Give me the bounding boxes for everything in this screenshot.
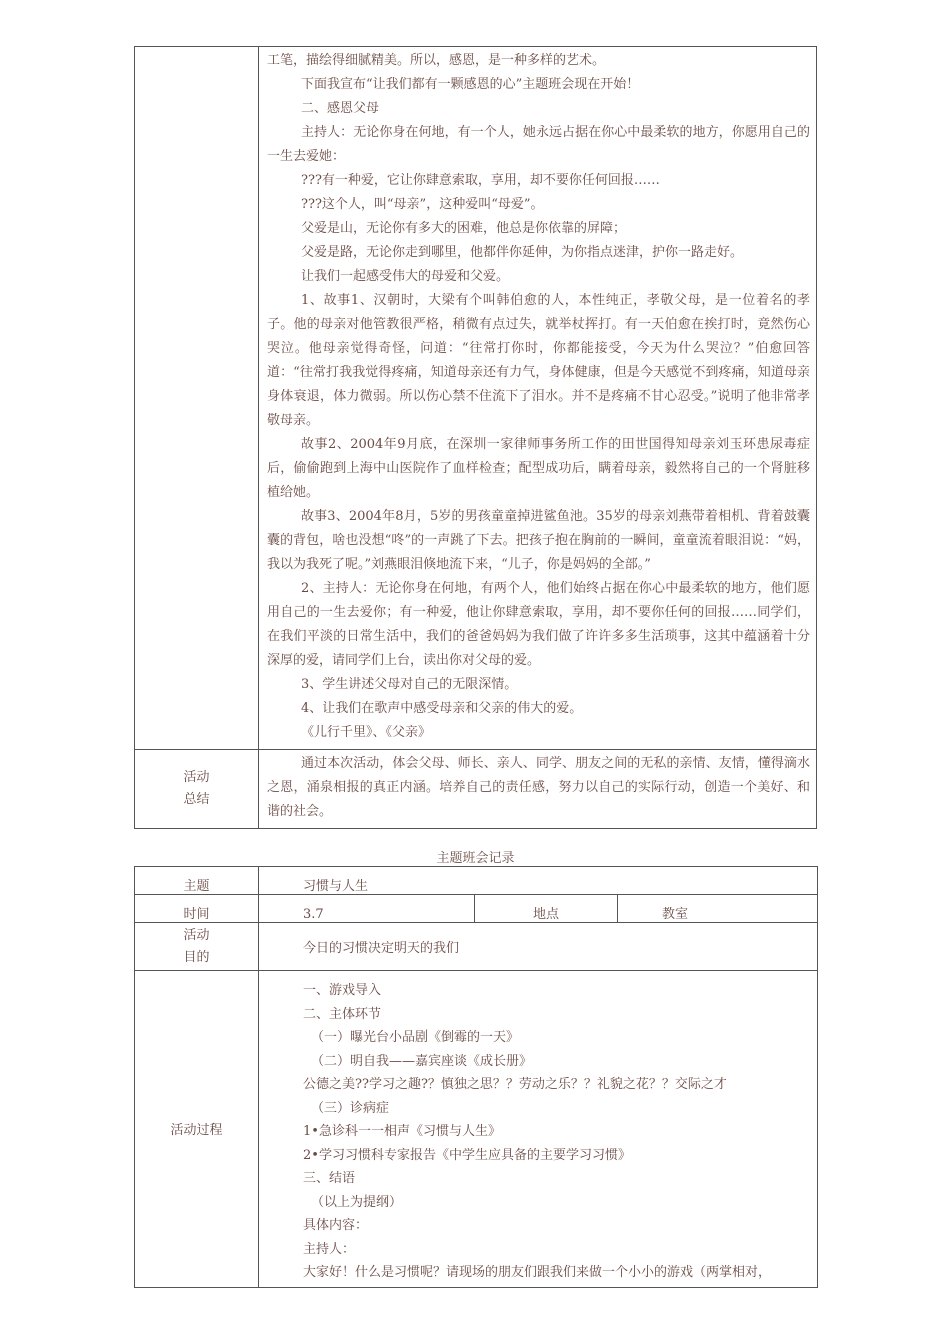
process-content-cell [259,47,817,750]
paragraph: 主持人： [303,1241,356,1257]
paragraph: 下面我宣布“让我们都有一颗感恩的心”主题班会现在开始！ [301,77,640,92]
paragraph: 大家好！什么是习惯呢？请现场的朋友们跟我们来做一个小小的游戏（两掌相对， [303,1265,772,1280]
paragraph: 具体内容： [303,1218,369,1233]
purpose-value: 今日的习惯决定明天的我们 [259,923,818,971]
record-process-cell [259,971,818,1288]
paragraph: 公德之美??学习之趣?？慎独之思？？劳动之乐？？礼貌之花？？交际之才 [303,1077,727,1092]
paragraph: 2•学习习惯科专家报告《中学生应具备的主要学习习惯》 [303,1147,631,1163]
paragraph: ???这个人，叫“母亲”，这种爱叫“母爱”。 [301,197,544,212]
paragraph: 3、学生讲述父母对自己的无限深情。 [301,677,518,692]
paragraph: 2、主持人：无论你身在何地，有两个人，他们始终占据在你心中最柔软的地方，他们愿用自己的一生去爱你；有一种爱，他让你肆意索取，享用，却不要你任何的回报……同学们，在我们平淡的日常生活中，我们的爸爸妈妈为我们做了许许多多生活琐事，这其中蕴涵着十分深厚的爱，请同学们上台，读出你对父母的爱。 [267,581,810,668]
paragraph: 一、游戏导入 [303,983,382,998]
purpose-label-line-1: 活动 [183,927,210,943]
paragraph: 三、结语 [303,1171,356,1186]
paragraph: （三）诊病症 [311,1100,390,1116]
paragraph: （二）明自我——嘉宾座谈《成长册》 [311,1053,533,1069]
record-process-content [303,979,811,1285]
purpose-label-cell [135,923,259,971]
paragraph: 主持人：无论你身在何地，有一个人，她永远占据在你心中最柔软的地方，你愿用自己的一生去爱她： [267,125,810,164]
summary-text: 通过本次活动，体会父母、师长、亲人、同学、朋友之间的无私的亲情、友情，懂得滴水之恩，涌泉相报的真正内涵。培养自己的责任感，努力以自己的实际行动，创造一个美好、和谐的社会。 [267,756,810,819]
theme-value: 习惯与人生 [259,867,818,895]
record-table [134,866,818,1288]
paragraph: 《儿行千里》、《父亲》 [301,725,432,740]
process-label-cell-empty [135,47,259,750]
summary-label-cell [135,750,259,829]
record-title: 主题班会记录 [436,851,515,866]
place-label: 地点 [475,895,618,923]
paragraph: 父爱是路，无论你走到哪里，他都伴你延伸，为你指点迷津，护你一路走好。 [301,245,744,260]
time-value: 3.7 [259,895,475,923]
summary-label-line-2: 总结 [183,792,210,807]
paragraph: 父爱是山，无论你有多大的困难，他总是你依靠的屏障； [301,221,627,236]
summary-label-line-1: 活动 [183,770,210,785]
paragraph: （一）曝光台小品剧《倒霉的一天》 [311,1030,520,1045]
paragraph: 4、让我们在歌声中感受母亲和父亲的伟大的爱。 [301,701,583,716]
theme-label: 主题 [135,867,259,895]
paragraph: （以上为提纲） [311,1194,403,1210]
paragraph: 故事2、2004年9月底，在深圳一家律师事务所工作的田世国得知母亲刘玉环患尿毒症后，偷偷跑到上海中山医院作了血样检查；配型成功后，瞒着母亲，毅然将自己的一个肾脏移植给她。 [267,437,810,500]
paragraph: 二、感恩父母 [301,101,380,116]
summary-content-cell [259,750,817,829]
paragraph: 二、主体环节 [303,1006,382,1022]
purpose-label-line-2: 目的 [183,949,210,965]
paragraph: 1、故事1、汉朝时，大梁有个叫韩伯愈的人，本性纯正，孝敬父母，是一位着名的孝子。他的母亲对他管教很严格，稍微有点过失，就举杖挥打。有一天伯愈在挨打时，竟然伤心哭泣。他母亲觉得奇怪，问道：“往常打你时，你都能接受，今天为什么哭泣？”伯愈回答道：“往常打我我觉得疼痛，知道母亲还有力气，身体健康，但是今天感觉不到疼痛，知道母亲身体衰退，体力微弱。所以伤心禁不住流下了泪水。并不是疼痛不甘心忍受。”说明了他非常孝敬母亲。 [267,293,810,428]
activity-table-1 [134,46,817,829]
process-content [267,49,810,745]
place-value: 教室 [618,895,818,923]
paragraph: 让我们一起感受伟大的母爱和父爱。 [301,269,510,284]
time-label: 时间 [135,895,259,923]
paragraph: 故事3、2004年8月，5岁的男孩童童掉进鲨鱼池。35岁的母亲刘燕带着相机、背着鼓囊囊的背包，啥也没想“咚”的一声跳了下去。把孩子抱在胸前的一瞬间，童童流着眼泪说：“妈，我以为我死了呢。”刘燕眼泪倏地流下来，“儿子，你是妈妈的全部。” [267,509,810,572]
paragraph: ???有一种爱，它让你肆意索取，享用，却不要你任何回报…… [301,173,660,188]
paragraph: 工笔，描绘得细腻精美。所以，感恩，是一种多样的艺术。 [267,53,606,68]
paragraph: 1•急诊科一一相声《习惯与人生》 [303,1124,501,1139]
process-label: 活动过程 [135,971,259,1288]
